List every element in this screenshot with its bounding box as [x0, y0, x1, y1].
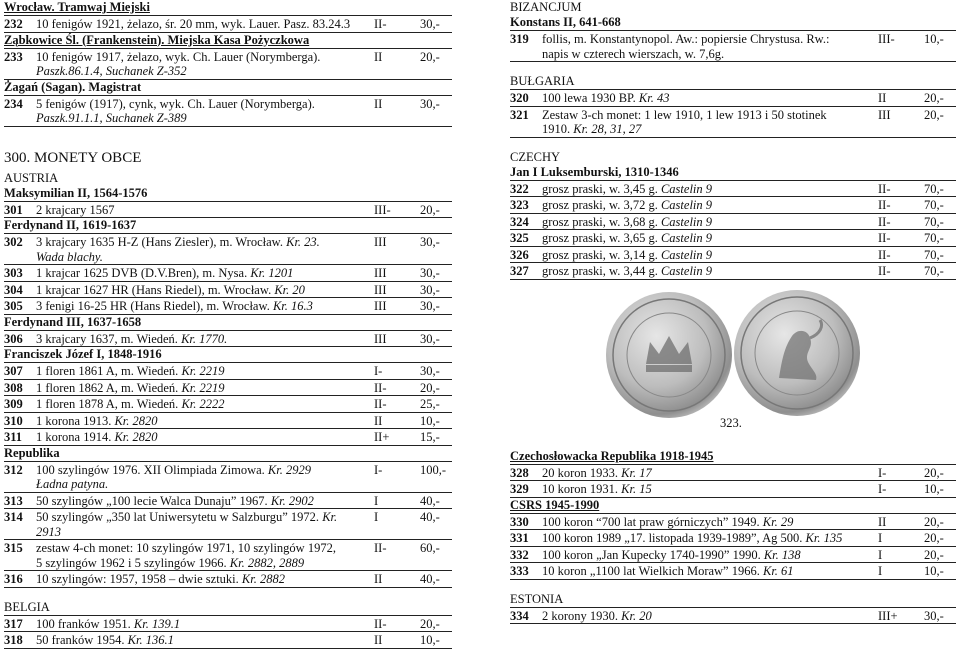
country-header-bizancjum: BIZANCJUM — [510, 0, 582, 14]
lot-310 — [4, 413, 452, 430]
lot-description-text: grosz praski, w. 3,45 g. — [542, 181, 658, 196]
crown-icon — [606, 292, 732, 418]
lot-number: 331 — [510, 531, 529, 545]
lot-333 — [510, 563, 956, 580]
ruler-header-csrs: CSRS 1945-1990 — [510, 497, 600, 512]
lot-reference: Castelin 9 — [660, 181, 713, 196]
lot-number: 308 — [4, 380, 23, 395]
lot-number: 305 — [4, 299, 23, 313]
lot-reference: Kr. 2882, 2889 — [229, 555, 305, 570]
lot-description — [538, 247, 878, 263]
lot-description — [538, 107, 878, 137]
lot-grade: III — [374, 282, 387, 297]
lot-reference: Kr. 16.3 — [272, 299, 313, 313]
lot-grade: III — [374, 299, 387, 313]
lot-description — [538, 608, 878, 624]
lot-number: 314 — [4, 510, 23, 524]
lot-description-text: 5 fenigów (1917), cynk, wyk. Ch. Lauer (Norymberga). — [36, 96, 315, 111]
lot-description-text: 3 fenigi 16-25 HR (Hans Riedel), m. Wrocław. — [36, 299, 270, 313]
lot-reference: Castelin 9 — [660, 231, 713, 245]
lot-323 — [510, 197, 956, 214]
lot-price: 100,- — [420, 462, 447, 477]
lot-322 — [510, 180, 956, 198]
section-header-zagan: Żagań (Sagan). Magistrat — [4, 79, 142, 94]
lot-price: 30,- — [420, 17, 440, 31]
lot-326 — [510, 247, 956, 264]
lot-305 — [4, 298, 452, 315]
lot-304 — [4, 282, 452, 299]
lot-description-text: 1 krajcar 1625 DVB (D.V.Bren), m. Nysa. — [36, 266, 248, 280]
lot-number: 234 — [4, 96, 23, 111]
lot-grade: II- — [878, 231, 891, 245]
lot-note: 2913 — [36, 524, 61, 539]
lot-311 — [4, 429, 452, 446]
lot-grade: I — [374, 493, 379, 508]
lot-reference: Kr. 136.1 — [127, 633, 174, 647]
lot-description — [538, 465, 878, 481]
lot-price: 70,- — [924, 214, 944, 229]
ruler-header-konstans: Konstans II, 641-668 — [510, 15, 621, 29]
lot-description — [538, 230, 878, 246]
lot-316 — [4, 571, 452, 588]
lot-price: 30,- — [420, 364, 440, 378]
lot-description-text: 3 krajcary 1635 H-Z (Hans Ziesler), m. Wrocław. — [36, 235, 283, 249]
lot-number: 325 — [510, 231, 529, 245]
lot-description — [538, 31, 878, 61]
lot-reference: Kr. 2929 — [267, 462, 311, 477]
lot-331 — [510, 530, 956, 547]
lot-grade: I- — [878, 465, 887, 480]
lot-price: 10,- — [420, 633, 440, 647]
lot-description — [32, 632, 374, 648]
lot-description-text: 100 koron 1989 „17. listopada 1939-1989”, Ag 500. — [542, 531, 803, 545]
lot-328 — [510, 464, 956, 482]
lot-325 — [510, 230, 956, 247]
lot-description-text: grosz praski, w. 3,68 g. — [542, 214, 658, 229]
lot-description — [538, 181, 878, 197]
lot-note: Paszk.91.1.1, Suchanek Z-389 — [36, 111, 187, 125]
lot-reference: Castelin 9 — [660, 264, 713, 278]
lot-price: 20,- — [924, 514, 944, 529]
lot-grade: III- — [374, 202, 391, 217]
lot-319 — [510, 30, 956, 62]
lot-grade: II- — [374, 380, 387, 395]
lot-description-text: grosz praski, w. 3,44 g. — [542, 264, 658, 278]
lot-description-text: 2 korony 1930. — [542, 608, 619, 623]
lot-reference: Kr. 2902 — [270, 493, 314, 508]
lot-description-text: 50 franków 1954. — [36, 633, 125, 647]
lot-description — [538, 481, 878, 497]
lot-price: 40,- — [420, 572, 440, 586]
lot-301 — [4, 201, 452, 219]
lot-321 — [510, 107, 956, 138]
lot-grade: II- — [374, 616, 387, 631]
lot-description — [32, 616, 374, 632]
lot-price: 20,- — [924, 107, 944, 122]
lot-description — [32, 380, 374, 396]
lot-number: 307 — [4, 364, 23, 378]
coin-reverse-image — [734, 290, 860, 416]
lot-grade: II — [374, 413, 383, 428]
lot-grade: II- — [374, 17, 387, 31]
lot-reference: Kr. 2219 — [181, 364, 225, 378]
lot-number: 309 — [4, 397, 23, 411]
lot-grade: III — [374, 266, 387, 280]
lot-grade: III+ — [878, 608, 898, 623]
lot-description-text: 10 szylingów: 1957, 1958 – dwie sztuki. — [36, 572, 239, 586]
lot-grade: I- — [374, 462, 383, 477]
lot-price: 30,- — [924, 608, 944, 623]
lot-description — [32, 509, 374, 539]
lot-reference: Kr. 28, 31, 27 — [573, 122, 642, 136]
ruler-header-czechoslowacka: Czechosłowacka Republika 1918-1945 — [510, 448, 714, 463]
lot-grade: I — [878, 547, 883, 562]
coin-photo-caption: 323. — [720, 416, 742, 430]
lot-description-text: 100 lewa 1930 BP. — [542, 91, 636, 105]
lot-313 — [4, 493, 452, 510]
lot-number: 315 — [4, 541, 23, 555]
lot-number: 302 — [4, 235, 23, 249]
lot-reference: Castelin 9 — [660, 198, 713, 212]
ruler-header-jan-luksemburski: Jan I Luksemburski, 1310-1346 — [510, 164, 679, 179]
lot-description — [538, 514, 878, 530]
country-header-bulgaria: BUŁGARIA — [510, 74, 575, 88]
section-title: 300. MONETY OBCE — [4, 149, 142, 166]
section-header-wroclaw: Wrocław. Tramwaj Miejski — [4, 0, 150, 14]
ruler-header-franciszek-jozef: Franciszek Józef I, 1848-1916 — [4, 347, 162, 361]
lot-description-text: 100 franków 1951. — [36, 616, 131, 631]
lot-description-text: 100 koron “700 lat praw górniczych” 1949. — [542, 514, 760, 529]
lot-reference: Kr. 1770. — [181, 331, 228, 346]
lot-number: 303 — [4, 266, 23, 280]
lot-description-text: 20 koron 1933. — [542, 465, 619, 480]
lot-329 — [510, 481, 956, 498]
lot-price: 30,- — [420, 299, 440, 313]
lot-description — [32, 396, 374, 412]
lot-312 — [4, 461, 452, 493]
left-column — [4, 0, 452, 649]
lot-number: 327 — [510, 264, 529, 278]
lot-reference: Kr. 43 — [638, 91, 670, 105]
lot-description — [538, 90, 878, 106]
lot-number: 311 — [4, 430, 23, 444]
lot-number: 301 — [4, 202, 23, 217]
lot-reference: Kr. 29 — [762, 514, 794, 529]
lot-price: 10,- — [924, 482, 944, 496]
lot-description-text: 10 koron 1931. — [542, 482, 619, 496]
lot-reference: Kr. 20 — [621, 608, 652, 623]
lot-332 — [510, 547, 956, 564]
lot-description-text: 100 koron „Jan Kupecky 1740-1990” 1990. — [542, 547, 761, 562]
lot-description-text: 3 krajcary 1637, m. Wiedeń. — [36, 331, 178, 346]
lot-price: 30,- — [420, 235, 440, 249]
lot-318 — [4, 632, 452, 649]
lot-number: 334 — [510, 608, 529, 623]
lot-description — [538, 197, 878, 213]
lot-grade: II — [878, 91, 887, 105]
lot-grade: I — [878, 564, 883, 578]
lot-price: 40,- — [420, 493, 440, 508]
lot-grade: II — [374, 96, 383, 111]
lot-description-text: 1 floren 1861 A, m. Wiedeń. — [36, 364, 179, 378]
lot-reference: Kr. 1201 — [250, 266, 294, 280]
lot-reference: Kr. 2820 — [114, 413, 158, 428]
lot-number: 330 — [510, 514, 529, 529]
lot-reference: Kr. 135 — [805, 531, 843, 545]
lot-number: 326 — [510, 247, 529, 262]
lot-233 — [4, 48, 452, 80]
lot-324 — [510, 214, 956, 231]
lot-reference: Kr. 61 — [762, 564, 794, 578]
lot-description-text: 10 fenigów 1917, żelazo, wyk. Ch. Lauer (Norymberga). — [36, 49, 321, 64]
lot-description-text: zestaw 4-ch monet: 10 szylingów 1971, 10 szylingów 1972, — [36, 541, 336, 555]
lot-grade: I- — [374, 364, 383, 378]
lot-description — [538, 547, 878, 563]
lot-description — [32, 429, 374, 445]
lot-reference: Kr. 2222 — [181, 397, 225, 411]
lot-number: 304 — [4, 282, 23, 297]
lot-description-text: 1 korona 1913. — [36, 413, 112, 428]
ruler-header-ferdynand-iii: Ferdynand III, 1637-1658 — [4, 314, 142, 329]
lot-number: 321 — [510, 107, 529, 122]
lot-306 — [4, 330, 452, 348]
lot-price: 30,- — [420, 282, 440, 297]
lot-price: 20,- — [420, 49, 440, 64]
lot-description-text: 1 floren 1862 A, m. Wiedeń. — [36, 380, 179, 395]
lot-price: 30,- — [420, 266, 440, 280]
lot-description-text: Zestaw 3-ch monet: 1 lew 1910, 1 lew 1913 i 50 stotinek — [542, 107, 827, 122]
lot-price: 30,- — [420, 331, 440, 346]
lot-note: Wada blachy. — [36, 249, 103, 264]
lot-description-text: 1 korona 1914. — [36, 430, 112, 444]
lot-grade: II- — [878, 198, 891, 212]
lot-price: 20,- — [420, 616, 440, 631]
lot-description-text: 10 koron „1100 lat Wielkich Moraw” 1966. — [542, 564, 760, 578]
lot-price: 10,- — [924, 32, 944, 46]
lot-grade: II — [878, 514, 887, 529]
lot-number: 318 — [4, 633, 23, 647]
lot-reference: Kr. 2219 — [181, 380, 225, 395]
lot-description-text-2: 1910. — [542, 122, 571, 136]
lot-307 — [4, 362, 452, 380]
lot-number: 324 — [510, 214, 529, 229]
lot-reference: Kr. 23. — [286, 235, 320, 249]
lot-price: 20,- — [924, 531, 944, 545]
lot-234 — [4, 95, 452, 127]
lot-description — [32, 96, 374, 126]
lot-reference: Kr. 138 — [763, 547, 801, 562]
lot-description — [32, 540, 374, 570]
lot-grade: II — [374, 572, 383, 586]
lot-grade: III- — [878, 32, 895, 46]
lot-description-text-2: napis w czterech wierszach, w. 7,6g. — [542, 46, 725, 61]
lot-315 — [4, 540, 452, 571]
lot-grade: II+ — [374, 430, 390, 444]
lot-description-text-2: 5 szylingów 1962 i 5 szylingów 1966. — [36, 555, 227, 570]
lot-price: 70,- — [924, 231, 944, 245]
lot-320 — [510, 89, 956, 107]
lot-price: 70,- — [924, 198, 944, 212]
lot-308 — [4, 380, 452, 397]
lot-description — [32, 282, 374, 298]
lot-price: 20,- — [924, 547, 944, 562]
lot-grade: III — [374, 331, 387, 346]
lot-price: 70,- — [924, 264, 944, 278]
lot-330 — [510, 513, 956, 531]
lot-reference: Castelin 9 — [660, 247, 713, 262]
ruler-header-republika: Republika — [4, 445, 60, 460]
lot-grade: III — [374, 235, 387, 249]
lot-description-text: grosz praski, w. 3,65 g. — [542, 231, 658, 245]
lot-price: 30,- — [420, 96, 440, 111]
lot-grade: I- — [878, 482, 887, 496]
lot-number: 316 — [4, 572, 23, 586]
section-header-zabkowice: Ząbkowice Śl. (Frankenstein). Miejska Kasa Pożyczkowa — [4, 32, 310, 47]
lot-description — [32, 462, 374, 492]
lot-description — [32, 571, 374, 587]
lot-number: 319 — [510, 32, 529, 46]
lot-description-text: 50 szylingów „100 lecie Walca Dunaju” 1967. — [36, 493, 268, 508]
lot-grade: II- — [374, 397, 387, 411]
lot-description — [32, 49, 374, 79]
lot-description-text: 1 krajcar 1627 HR (Hans Riedel), m. Wrocław. — [36, 282, 272, 297]
lot-description — [538, 563, 878, 579]
lot-232 — [4, 15, 452, 33]
lot-price: 70,- — [924, 247, 944, 262]
lot-327 — [510, 263, 956, 280]
lot-price: 10,- — [420, 413, 440, 428]
lot-number: 322 — [510, 181, 529, 196]
lot-number: 306 — [4, 331, 23, 346]
lot-number: 232 — [4, 17, 23, 31]
lot-303 — [4, 265, 452, 282]
lot-description — [32, 265, 374, 281]
lot-grade: II- — [878, 247, 891, 262]
lot-grade: II — [374, 633, 383, 647]
lot-price: 15,- — [420, 430, 440, 444]
lot-grade: III — [878, 107, 891, 122]
lot-description — [538, 214, 878, 230]
lot-number: 333 — [510, 564, 529, 578]
lot-price: 25,- — [420, 397, 440, 411]
lot-grade: II- — [878, 181, 891, 196]
lion-icon — [734, 290, 860, 416]
lot-description: 10 fenigów 1921, żelazo, śr. 20 mm, wyk. Lauer. Pasz. 83.24.3 — [36, 17, 351, 31]
lot-number: 329 — [510, 482, 529, 496]
lot-price: 20,- — [924, 465, 944, 480]
lot-description-text: grosz praski, w. 3,14 g. — [542, 247, 658, 262]
lot-description — [32, 331, 374, 347]
lot-reference: Kr. 15 — [621, 482, 652, 496]
lot-grade: I — [374, 510, 379, 524]
lot-price: 40,- — [420, 510, 440, 524]
country-header-belgia: BELGIA — [4, 599, 50, 614]
lot-number: 332 — [510, 547, 529, 562]
lot-reference: Kr. 2882 — [241, 572, 285, 586]
lot-grade: II- — [878, 214, 891, 229]
lot-price: 20,- — [420, 202, 440, 217]
lot-number: 328 — [510, 465, 529, 480]
lot-314 — [4, 509, 452, 540]
lot-description — [32, 493, 374, 509]
lot-number: 310 — [4, 413, 23, 428]
lot-reference: Kr. — [322, 510, 338, 524]
lot-note: Ładna patyna. — [36, 477, 109, 491]
lot-grade: II- — [878, 264, 891, 278]
lot-317 — [4, 615, 452, 633]
lot-description: 2 krajcary 1567 — [36, 202, 115, 217]
lot-number: 320 — [510, 91, 529, 105]
lot-309 — [4, 396, 452, 413]
lot-price: 70,- — [924, 181, 944, 196]
lot-price: 20,- — [924, 91, 944, 105]
ruler-header-maksymilian: Maksymilian II, 1564-1576 — [4, 185, 148, 200]
country-header-czechy: CZECHY — [510, 149, 560, 164]
lot-302 — [4, 233, 452, 265]
lot-description — [538, 530, 878, 546]
lot-note: Paszk.86.1.4, Suchanek Z-352 — [36, 64, 187, 78]
lot-description-text: 100 szylingów 1976. XII Olimpiada Zimowa. — [36, 462, 265, 477]
lot-description — [32, 363, 374, 379]
lot-description — [32, 413, 374, 429]
lot-description-text: 50 szylingów „350 lat Uniwersytetu w Salzburgu” 1972. — [36, 510, 320, 524]
lot-description-text: follis, m. Konstantynopol. Aw.: popiersie Chrystusa. Rw.: — [542, 32, 830, 46]
country-header-estonia: ESTONIA — [510, 591, 564, 606]
lot-reference: Kr. 139.1 — [133, 616, 181, 631]
lot-number: 317 — [4, 616, 23, 631]
lot-number: 233 — [4, 49, 23, 64]
lot-reference: Castelin 9 — [660, 214, 713, 229]
lot-334 — [510, 607, 956, 625]
lot-grade: I — [878, 531, 883, 545]
lot-number: 323 — [510, 198, 529, 212]
country-header-austria: AUSTRIA — [4, 170, 59, 185]
lot-grade: II- — [374, 541, 387, 555]
lot-description — [32, 298, 374, 314]
lot-price: 60,- — [420, 541, 440, 555]
lot-number: 312 — [4, 462, 23, 477]
lot-number: 313 — [4, 493, 23, 508]
lot-reference: Kr. 17 — [621, 465, 652, 480]
coin-obverse-image — [606, 292, 732, 418]
lot-price: 10,- — [924, 564, 944, 578]
lot-description-text: grosz praski, w. 3,72 g. — [542, 198, 658, 212]
lot-reference: Kr. 2820 — [114, 430, 158, 444]
lot-description — [538, 263, 878, 279]
ruler-header-ferdynand-ii: Ferdynand II, 1619-1637 — [4, 218, 137, 232]
lot-grade: II — [374, 49, 383, 64]
lot-reference: Kr. 20 — [274, 282, 305, 297]
lot-description — [32, 234, 374, 264]
lot-description-text: 1 floren 1878 A, m. Wiedeń. — [36, 397, 179, 411]
lot-price: 20,- — [420, 380, 440, 395]
